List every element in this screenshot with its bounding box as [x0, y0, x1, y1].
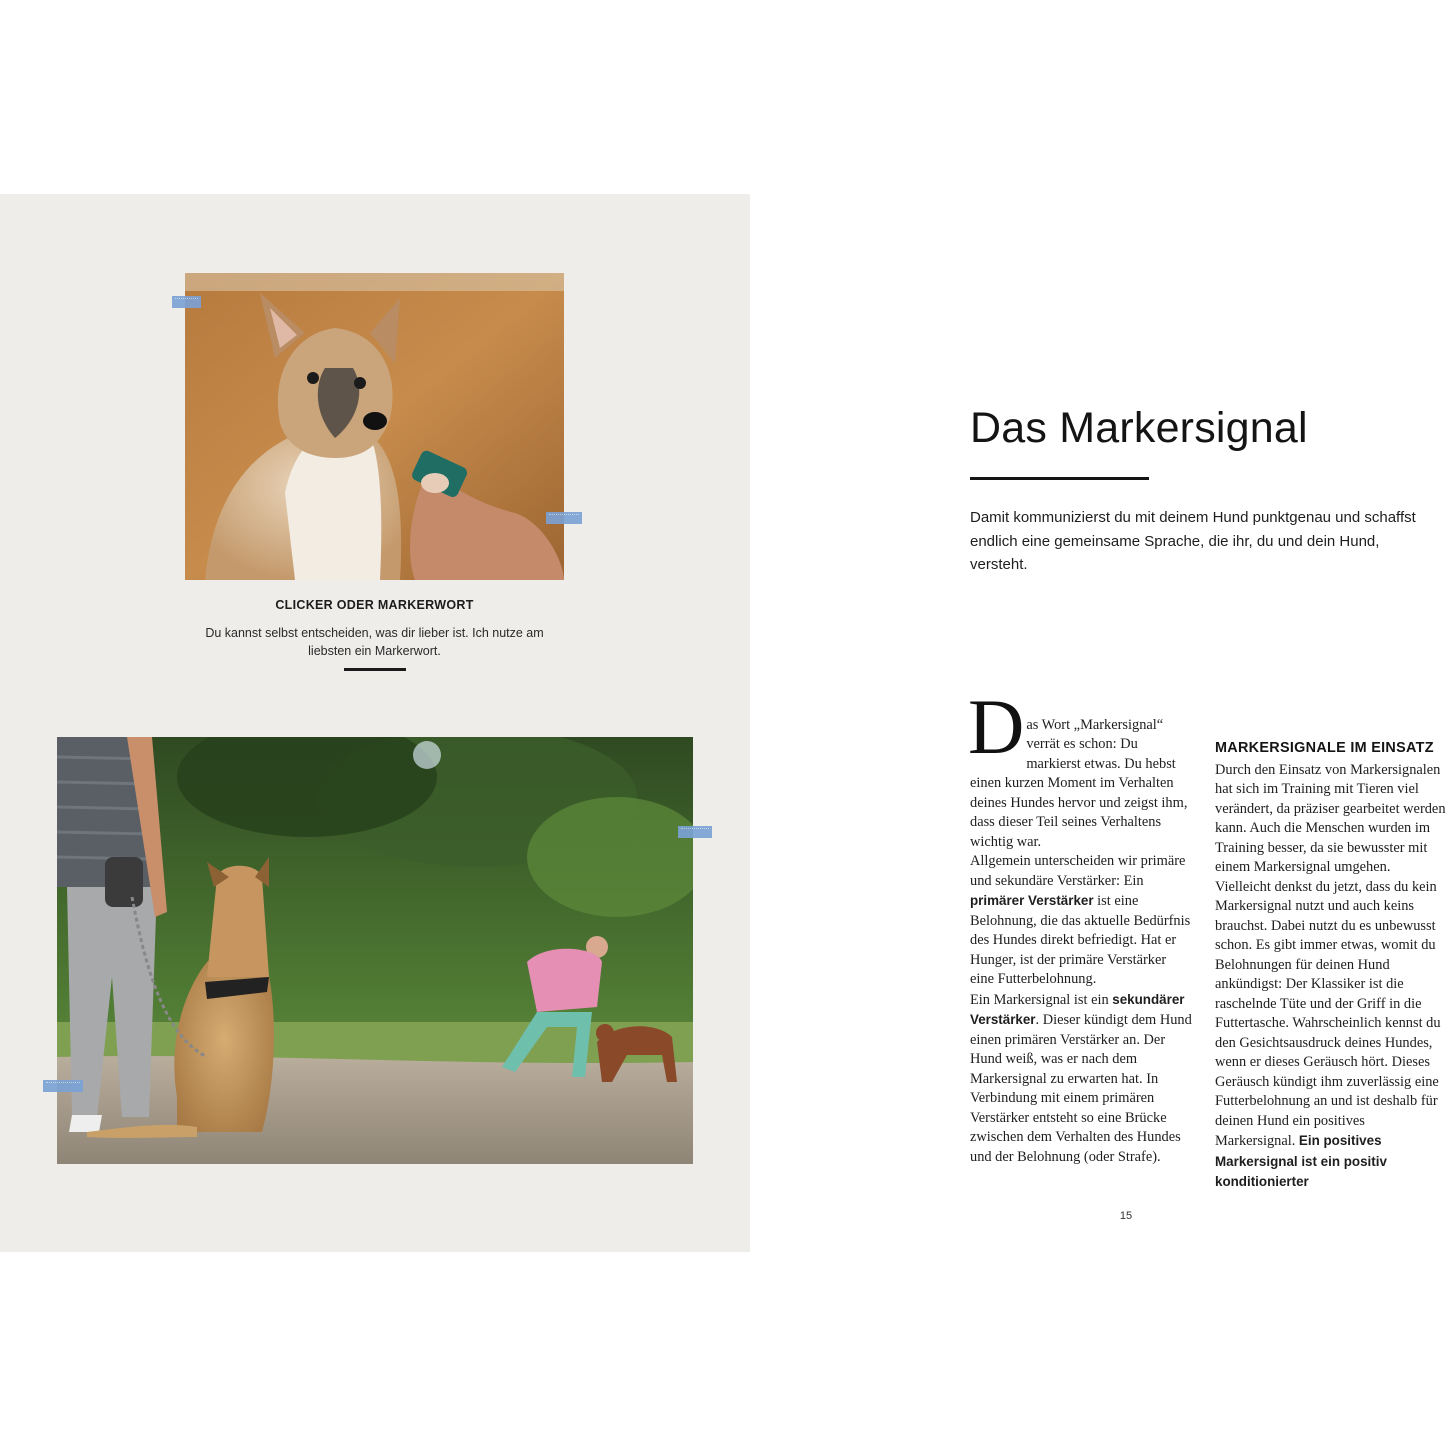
caption-divider [344, 668, 406, 671]
right-page [750, 194, 1448, 1252]
tape-strip [172, 296, 201, 308]
tape-strip [678, 826, 712, 838]
left-page [0, 194, 750, 1252]
book-spread [0, 194, 1448, 1252]
paragraph [970, 990, 1192, 1168]
paragraph-text: Ein Markersignal ist ein [970, 991, 1113, 1008]
paragraph-text: Durch den Einsatz von Markersignalen hat sich im Training mit Tieren viel verändert, da präziser gearbeitet werden kann. Auch die Menschen wurden im Training besser, da sie bewusster mit einem Markersignal umgehen. Vielleicht denkst du jetzt, dass du kein Markersignal nutzt und auch keins brauchst. Dabei nutzt du es unbewusst schon. Es gibt immer etwas, womit du Belohnungen für deinen Hund ankündigst: Der Klassiker ist die raschelnde Tüte und der Griff in die Futtertasche. Wahrscheinlich kennst du den Gesichtsausdruck deines Hundes, wenn er dieses Geräusch hört. Dieses Geräusch kündigt ihm zuverlässig eine Futterbelohnung an und ist deshalb für deinen Hund ein positives Markersignal. [1215, 761, 1446, 1149]
intro-paragraph [970, 506, 1420, 577]
paragraph-text: ist eine Belohnung, die das aktuelle Bedürfnis des Hundes direkt befriedigt. Hat er Hunger, ist der primäre Verstärker eine Futterbelohnung. [970, 893, 1191, 987]
page-number: 15 [1119, 1210, 1133, 1222]
section-subheading: MARKERSIGNALE IM EINSATZ [1215, 740, 1434, 756]
paragraph-text: as Wort „Markersignal“ verrät es schon: Du markierst etwas. Du hebst einen kurzen Moment im Verhalten deines Hundes hervor und zeigst ihm, dass dieser Teil seines Verhaltens wichtig war. [970, 716, 1188, 850]
bold-term: sekundärer Verstärker [970, 991, 1185, 1027]
heading-divider [970, 477, 1149, 480]
body-column-1 [968, 683, 1192, 1167]
photo-dog-training-outdoor [57, 737, 693, 1164]
photo-dog-clicker [185, 273, 564, 580]
intro-text: Damit kommunizierst du mit deinem Hund punktgenau und schaffst endlich eine gemeinsame Sprache, die ihr, du und dein Hund, versteht. [970, 509, 1416, 573]
paragraph-text: . Dieser kündigt dem Hund einen primären Verstärker an. Der Hund weiß, was er nach dem Markersignal zu erwarten hat. In Verbindung mit einem primären Verstärker entsteht so eine Brücke zwischen dem Verhalten des Hundes und der Belohnung (oder Strafe). [970, 1012, 1192, 1165]
chapter-heading: Das Markersignal [970, 404, 1308, 452]
drop-cap: D [968, 683, 1025, 770]
paragraph [968, 683, 1192, 852]
paragraph-text: Allgemein unterscheiden wir primäre und sekundäre Verstärker: Ein [970, 853, 1186, 889]
tape-strip [43, 1080, 83, 1092]
paragraph [1215, 761, 1447, 1193]
photo-caption-text: Du kannst selbst entscheiden, was dir lieber ist. Ich nutze am liebsten ein Markerwort. [205, 626, 544, 658]
photo-caption-title: CLICKER ODER MARKERWORT [275, 598, 474, 612]
tape-strip [546, 512, 582, 524]
paragraph [970, 852, 1192, 990]
bold-term: Ein positives Markersignal ist ein positiv konditionierter [1215, 1133, 1387, 1189]
body-column-2 [1215, 739, 1447, 1193]
bold-term: primärer Verstärker [970, 893, 1094, 908]
